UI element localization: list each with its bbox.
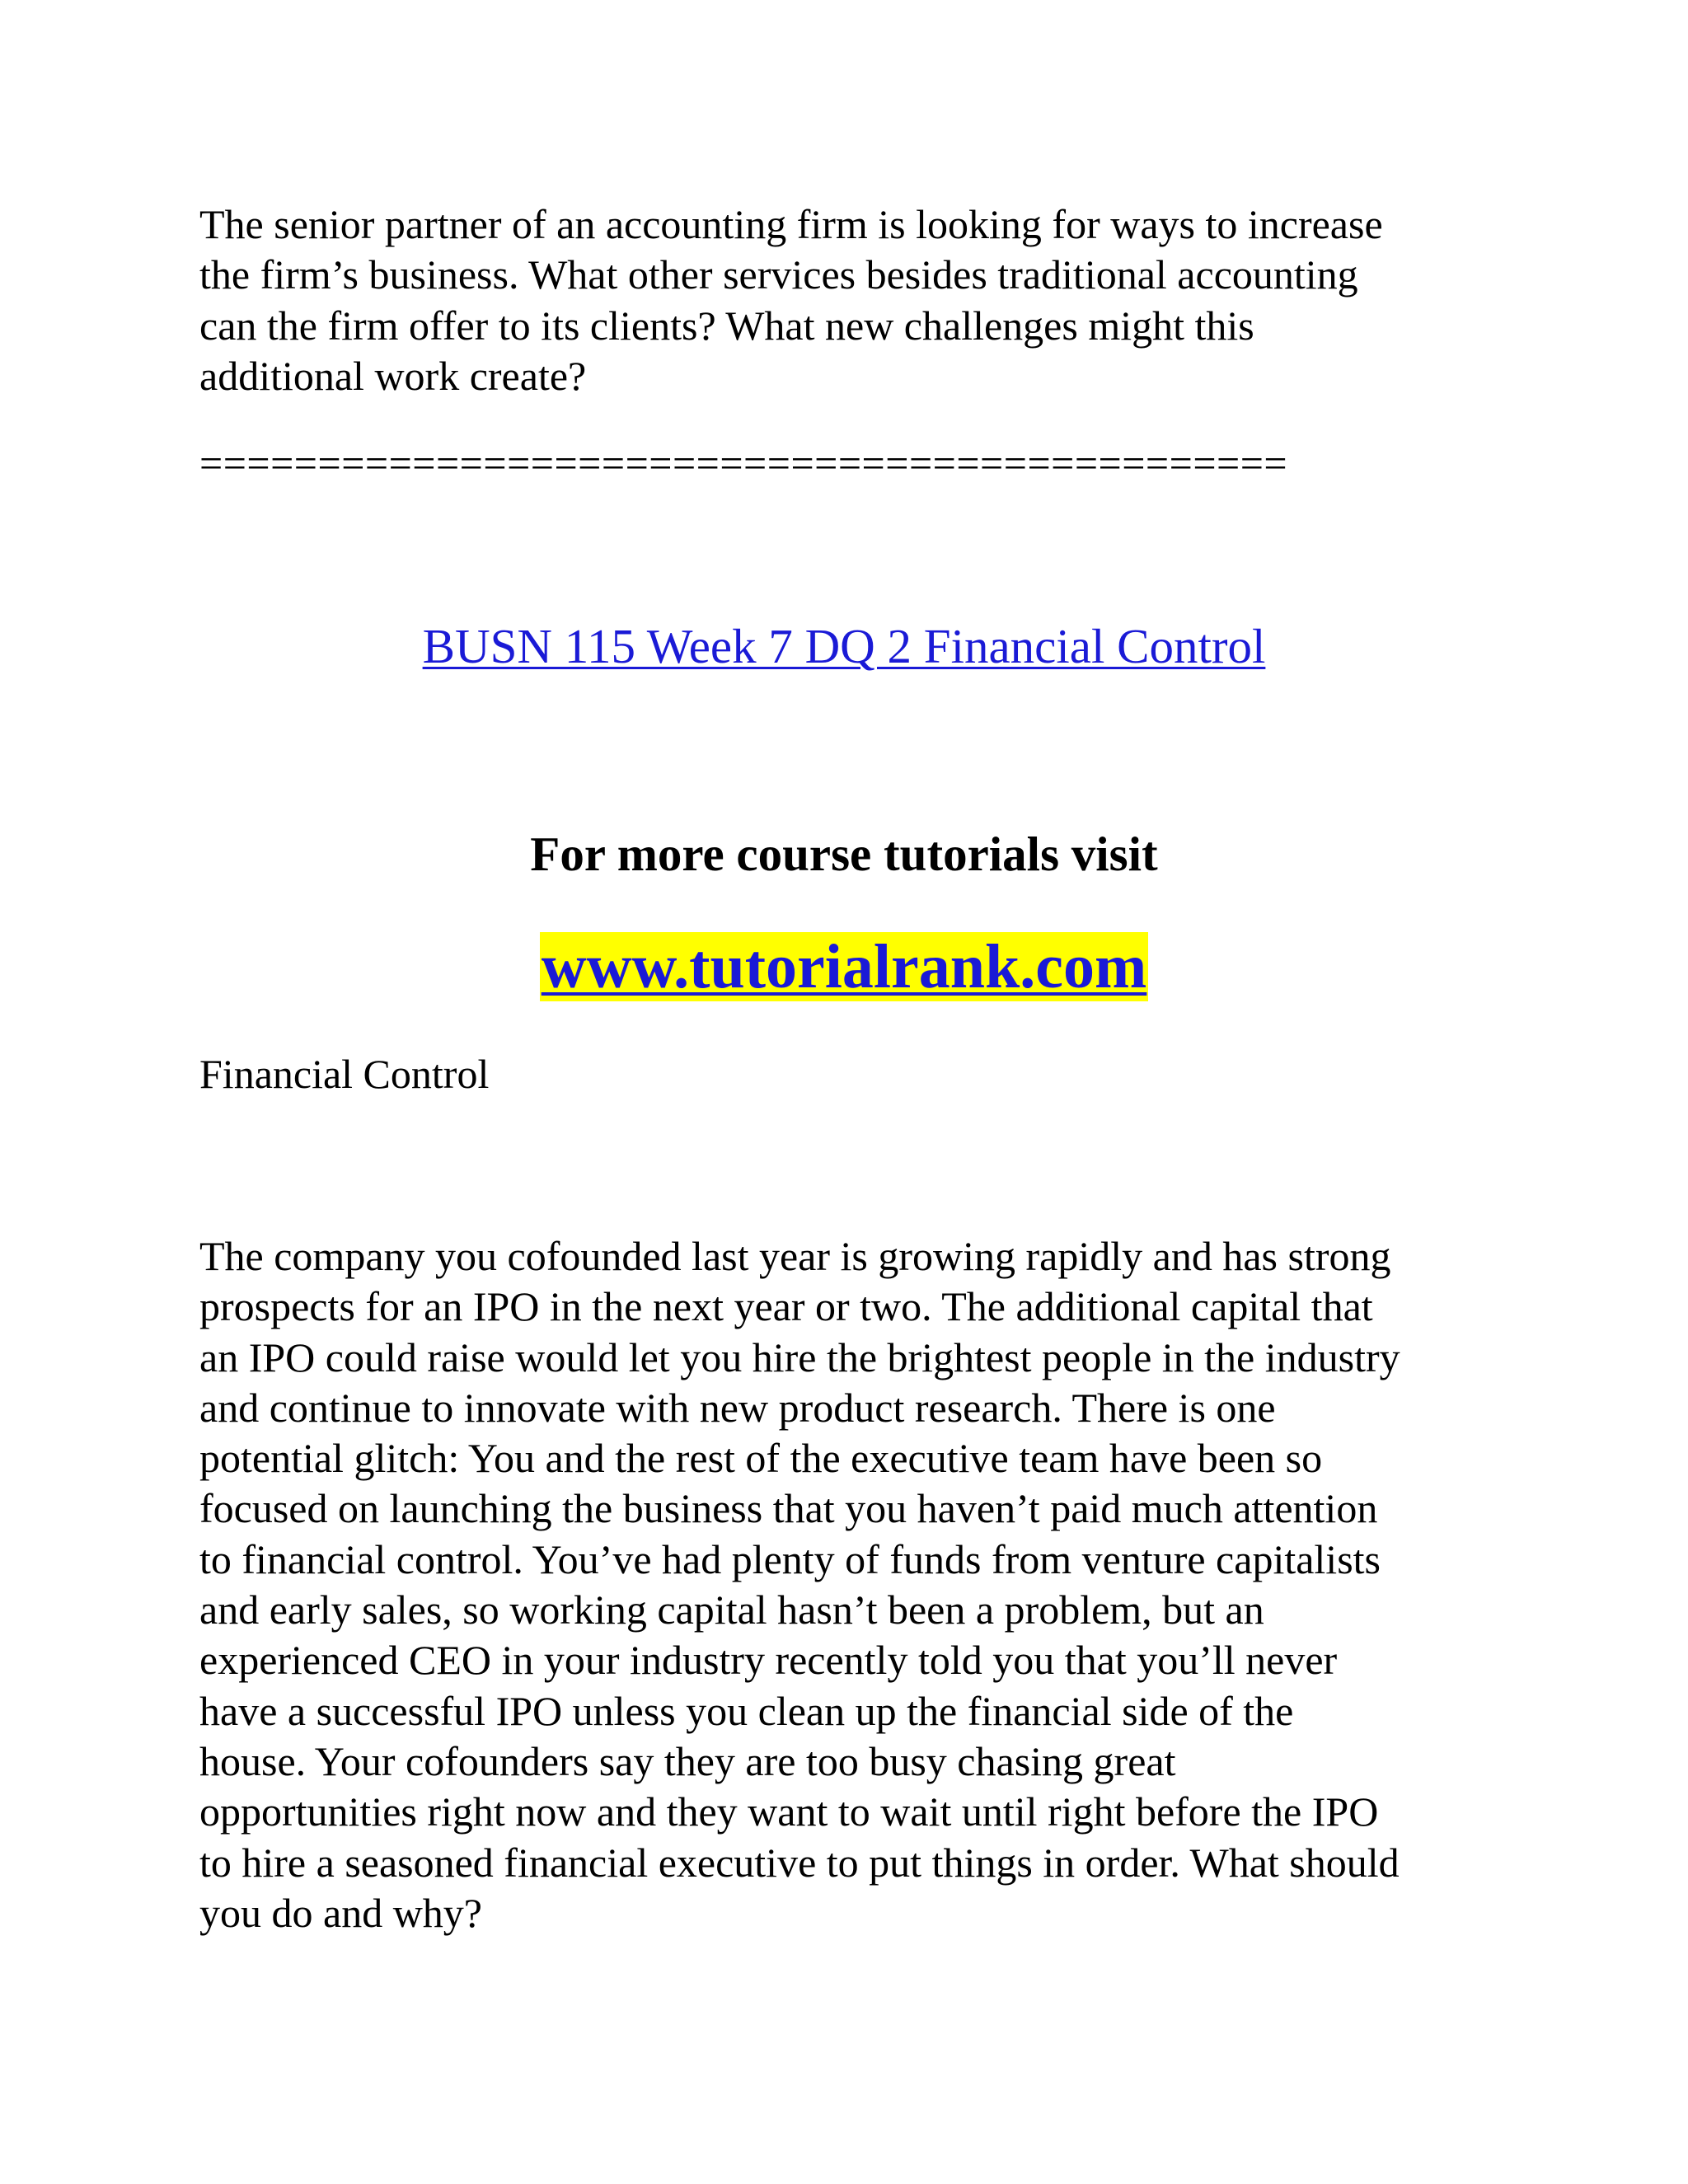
intro-line: the firm’s business. What other services besides traditional accounting bbox=[199, 251, 1358, 298]
website-link[interactable]: www.tutorialrank.com bbox=[541, 932, 1147, 1001]
body-line: prospects for an IPO in the next year or two. The additional capital that bbox=[199, 1283, 1373, 1330]
body-line: have a successful IPO unless you clean up the financial side of the bbox=[199, 1687, 1294, 1734]
course-link-container bbox=[0, 616, 1688, 676]
promo-link-container bbox=[0, 930, 1688, 1004]
section-title: Financial Control bbox=[199, 1051, 490, 1097]
body-line: to hire a seasoned financial executive to put things in order. What should bbox=[199, 1839, 1400, 1886]
body-line: The company you cofounded last year is growing rapidly and has strong bbox=[199, 1233, 1391, 1279]
separator-line: ============================================== bbox=[199, 440, 1288, 486]
body-line: to financial control. You’ve had plenty of funds from venture capitalists bbox=[199, 1535, 1381, 1582]
body-line: opportunities right now and they want to wait until right before the IPO bbox=[199, 1788, 1379, 1835]
body-line: house. Your cofounders say they are too busy chasing great bbox=[199, 1737, 1176, 1784]
body-line: focused on launching the business that you haven’t paid much attention bbox=[199, 1485, 1378, 1532]
body-line: and continue to innovate with new product research. There is one bbox=[199, 1384, 1276, 1431]
intro-line: The senior partner of an accounting firm is looking for ways to increase bbox=[199, 201, 1383, 247]
body-line: and early sales, so working capital hasn’t been a problem, but an bbox=[199, 1586, 1264, 1633]
intro-line: additional work create? bbox=[199, 352, 587, 399]
body-line: experienced CEO in your industry recently told you that you’ll never bbox=[199, 1637, 1338, 1684]
promo-heading: For more course tutorials visit bbox=[530, 827, 1158, 881]
body-line: you do and why? bbox=[199, 1889, 482, 1936]
course-title-link[interactable]: BUSN 115 Week 7 DQ 2 Financial Control bbox=[422, 619, 1266, 673]
body-paragraph bbox=[199, 1231, 1535, 1938]
intro-line: can the firm offer to its clients? What new challenges might this bbox=[199, 302, 1254, 349]
intro-paragraph bbox=[199, 199, 1535, 401]
body-line: an IPO could raise would let you hire the brightest people in the industry bbox=[199, 1333, 1400, 1380]
body-line: potential glitch: You and the rest of the executive team have been so bbox=[199, 1435, 1323, 1482]
